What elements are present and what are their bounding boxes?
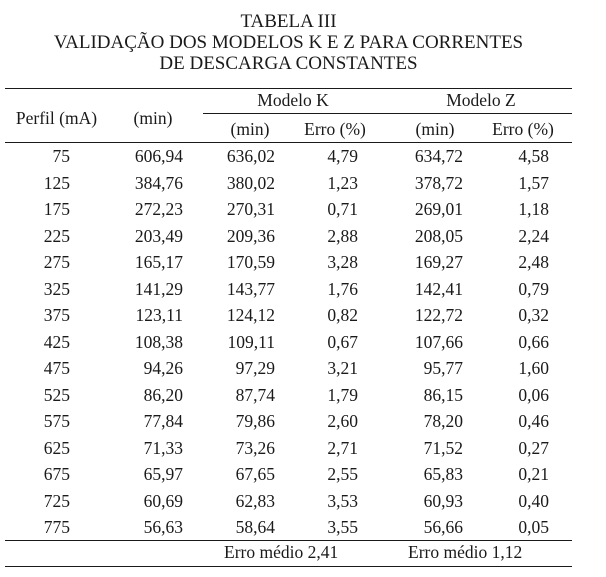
cell-perfil: 125: [43, 172, 70, 193]
header-modelo-k: Modelo K: [257, 90, 329, 110]
cell-k-erro: 3,53: [327, 490, 358, 511]
cell-k-min: 380,02: [226, 172, 275, 193]
table-row: [5, 170, 572, 196]
cell-k-min: 143,77: [226, 278, 275, 299]
top-rule: [5, 88, 572, 89]
modelo-k-average-error: Erro médio 2,41: [224, 542, 339, 562]
table-row: [5, 143, 572, 169]
table-row: [5, 249, 572, 275]
data-bottom-rule: [5, 540, 572, 541]
cell-z-erro: 2,48: [518, 252, 549, 272]
cell-z-erro: 0,32: [518, 305, 549, 325]
table-row: [5, 461, 572, 487]
cell-k-min: 636,02: [226, 146, 275, 166]
table-row: [5, 488, 572, 514]
cell-z-min: 60,93: [423, 490, 463, 511]
cell-k-erro: 0,67: [327, 331, 358, 352]
cell-z-erro: 4,58: [518, 146, 549, 166]
cell-z-erro: 0,27: [518, 437, 549, 458]
table-row: [5, 355, 572, 381]
cell-perfil: 325: [43, 278, 70, 299]
cell-min: 94,26: [143, 358, 183, 378]
table-bottom-rule: [5, 566, 572, 567]
table-row: [5, 276, 572, 302]
cell-min: 123,11: [135, 305, 183, 325]
header-k-erro: Erro (%): [304, 119, 366, 139]
cell-min: 60,69: [143, 490, 183, 511]
cell-k-min: 79,86: [235, 411, 275, 431]
cell-min: 86,20: [143, 384, 183, 405]
table-row: [5, 302, 572, 328]
cell-z-min: 378,72: [414, 172, 463, 193]
header-k-min: (min): [230, 119, 270, 139]
cell-perfil: 425: [43, 331, 70, 352]
cell-perfil: 625: [43, 437, 70, 458]
cell-perfil: 175: [43, 199, 70, 219]
cell-min: 65,97: [143, 464, 183, 484]
table-row: [5, 382, 572, 408]
cell-z-min: 71,52: [423, 437, 463, 458]
cell-z-erro: 2,24: [518, 225, 549, 246]
cell-z-min: 107,66: [414, 331, 463, 352]
cell-perfil: 275: [43, 252, 70, 272]
cell-min: 203,49: [134, 225, 183, 246]
cell-k-min: 270,31: [226, 199, 275, 219]
cell-k-min: 109,11: [227, 331, 275, 352]
cell-perfil: 525: [43, 384, 70, 405]
cell-z-erro: 0,79: [518, 278, 549, 299]
cell-k-erro: 3,28: [327, 252, 358, 272]
cell-k-erro: 3,55: [327, 517, 358, 537]
cell-k-min: 209,36: [226, 225, 275, 246]
modelo-z-average-error: Erro médio 1,12: [408, 542, 523, 562]
cell-z-erro: 0,06: [518, 384, 549, 405]
cell-z-min: 634,72: [414, 146, 463, 166]
cell-z-erro: 1,57: [518, 172, 549, 193]
cell-k-min: 58,64: [235, 517, 275, 537]
table-row: [5, 408, 572, 434]
cell-z-min: 65,83: [423, 464, 463, 484]
header-z-min: (min): [415, 119, 455, 139]
cell-perfil: 575: [43, 411, 70, 431]
header-z-erro: Erro (%): [492, 119, 554, 139]
cell-perfil: 225: [43, 225, 70, 246]
cell-z-erro: 0,40: [518, 490, 549, 511]
cell-k-min: 124,12: [226, 305, 275, 325]
cell-perfil: 375: [43, 305, 70, 325]
table-row: [5, 435, 572, 461]
cell-min: 272,23: [134, 199, 183, 219]
table-row: [5, 223, 572, 249]
cell-min: 71,33: [143, 437, 183, 458]
cell-k-min: 62,83: [235, 490, 275, 511]
cell-z-min: 208,05: [414, 225, 463, 246]
cell-z-erro: 1,60: [518, 358, 549, 378]
cell-k-min: 170,59: [226, 252, 275, 272]
cell-z-min: 95,77: [423, 358, 463, 378]
table-caption: [5, 11, 572, 74]
cell-k-erro: 1,79: [327, 384, 358, 405]
cell-k-erro: 4,79: [327, 146, 358, 166]
cell-z-min: 86,15: [423, 384, 463, 405]
cell-z-min: 169,27: [414, 252, 463, 272]
cell-perfil: 725: [43, 490, 70, 511]
cell-k-erro: 2,88: [327, 225, 358, 246]
cell-k-min: 87,74: [235, 384, 275, 405]
table-title-line-1: VALIDAÇÃO DOS MODELOS K E Z PARA CORRENTES: [53, 32, 524, 53]
cell-k-min: 67,65: [235, 464, 275, 484]
model-group-rule: [203, 113, 572, 114]
cell-k-erro: 1,23: [327, 172, 358, 193]
cell-k-erro: 0,82: [327, 305, 358, 325]
cell-z-min: 142,41: [414, 278, 463, 299]
table-number: TABELA III: [240, 11, 337, 32]
cell-z-erro: 0,46: [518, 411, 549, 431]
header-modelo-z: Modelo Z: [446, 90, 516, 110]
cell-perfil: 475: [43, 358, 70, 378]
cell-z-min: 122,72: [414, 305, 463, 325]
cell-k-erro: 0,71: [327, 199, 358, 219]
header-perfil: Perfil (mA): [15, 108, 98, 128]
cell-k-erro: 1,76: [327, 278, 358, 299]
cell-perfil: 675: [43, 464, 70, 484]
cell-min: 77,84: [143, 411, 183, 431]
cell-z-min: 269,01: [414, 199, 463, 219]
cell-min: 384,76: [134, 172, 183, 193]
table-title-line-2: DE DESCARGA CONSTANTES: [159, 53, 418, 74]
cell-perfil: 75: [52, 146, 70, 166]
cell-k-erro: 2,55: [327, 464, 358, 484]
cell-z-erro: 0,66: [518, 331, 549, 352]
cell-min: 165,17: [134, 252, 183, 272]
cell-perfil: 775: [43, 517, 70, 537]
cell-min: 606,94: [134, 146, 183, 166]
table-row: [5, 514, 572, 540]
cell-k-erro: 2,71: [327, 437, 358, 458]
cell-min: 56,63: [143, 517, 183, 537]
header-min: (min): [133, 108, 173, 128]
cell-z-erro: 0,21: [518, 464, 549, 484]
cell-k-min: 73,26: [235, 437, 275, 458]
table-row: [5, 196, 572, 222]
cell-z-erro: 1,18: [518, 199, 549, 219]
cell-min: 141,29: [134, 278, 183, 299]
cell-k-min: 97,29: [235, 358, 275, 378]
cell-k-erro: 3,21: [327, 358, 358, 378]
cell-k-erro: 2,60: [327, 411, 358, 431]
cell-z-min: 78,20: [423, 411, 463, 431]
table-row: [5, 329, 572, 355]
cell-min: 108,38: [134, 331, 183, 352]
cell-z-min: 56,66: [423, 517, 463, 537]
cell-z-erro: 0,05: [518, 517, 549, 537]
